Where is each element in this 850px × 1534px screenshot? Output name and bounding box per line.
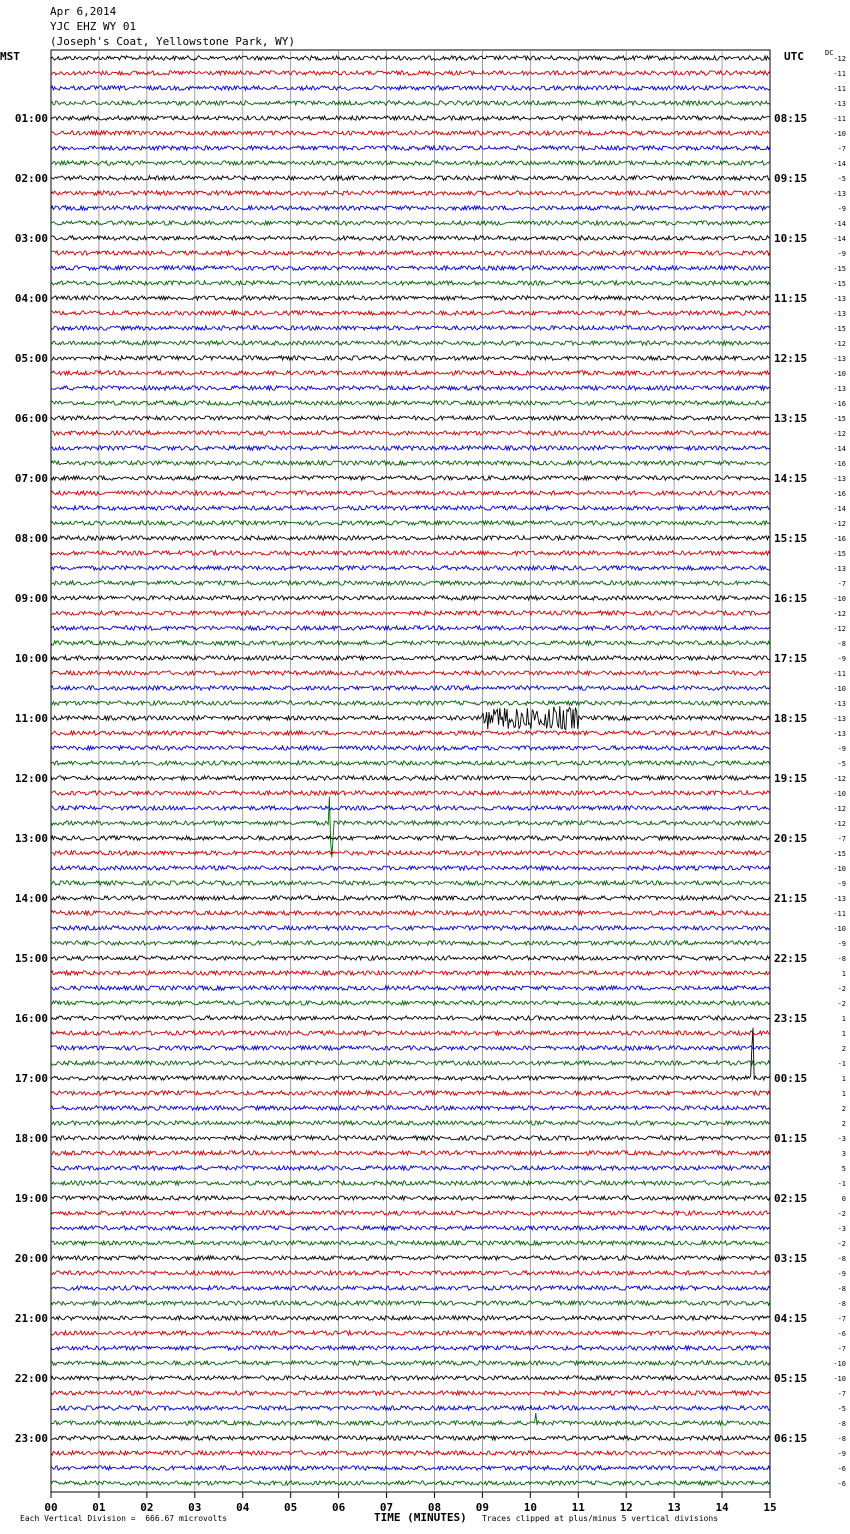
seismic-trace (51, 281, 770, 285)
right-hour-label: 09:15 (774, 172, 808, 185)
left-hour-label: 22:00 (14, 1372, 48, 1385)
right-hour-label: 19:15 (774, 772, 808, 785)
seismic-trace (51, 611, 770, 615)
dc-offset-label: -13 (833, 100, 846, 108)
header-date: Apr 6,2014 (50, 5, 117, 18)
dc-offset-label: -11 (833, 115, 846, 123)
dc-offset-label: -10 (833, 685, 846, 693)
x-tick-label: 14 (715, 1501, 729, 1514)
right-hour-label: 20:15 (774, 832, 808, 845)
dc-offset-label: -11 (833, 70, 846, 78)
dc-offset-label: -14 (833, 235, 846, 243)
dc-offset-label: -5 (837, 760, 846, 768)
dc-offset-label: -14 (833, 220, 846, 228)
seismic-trace (51, 1451, 770, 1455)
seismic-trace (51, 731, 770, 735)
right-hour-label: 02:15 (774, 1192, 808, 1205)
dc-offset-label: -12 (833, 520, 846, 528)
seismic-trace (51, 461, 770, 465)
seismic-trace (51, 1271, 770, 1275)
dc-offset-label: -16 (833, 400, 846, 408)
seismic-trace (51, 296, 770, 300)
dc-offset-label: -13 (833, 355, 846, 363)
seismic-trace (51, 626, 770, 630)
dc-offset-label: -7 (837, 1345, 846, 1353)
seismic-trace (51, 791, 770, 795)
seismic-trace (51, 1466, 770, 1470)
dc-offset-label: -12 (833, 340, 846, 348)
right-hour-label: 23:15 (774, 1012, 808, 1025)
x-tick-label: 01 (92, 1501, 106, 1514)
x-tick-label: 05 (284, 1501, 298, 1514)
seismic-trace (51, 206, 770, 210)
seismic-trace (51, 566, 770, 570)
seismic-trace (51, 1346, 770, 1350)
x-tick-label: 04 (236, 1501, 250, 1514)
seismic-trace (51, 371, 770, 375)
dc-offset-label: -12 (833, 775, 846, 783)
seismic-trace (51, 1376, 770, 1380)
left-hour-label: 10:00 (14, 652, 48, 665)
dc-offset-label: 1 (841, 1030, 846, 1038)
seismic-trace (51, 806, 770, 810)
dc-offset-label: -13 (833, 895, 846, 903)
dc-label: DC (825, 49, 834, 57)
left-hour-label: 16:00 (14, 1012, 48, 1025)
dc-offset-label: -13 (833, 730, 846, 738)
dc-offset-label: -10 (833, 1360, 846, 1368)
left-hour-label: 15:00 (14, 952, 48, 965)
dc-offset-label: -3 (837, 1135, 846, 1143)
seismic-trace (51, 746, 770, 750)
seismic-trace (51, 1226, 770, 1230)
left-hour-label: 17:00 (14, 1072, 48, 1085)
seismic-trace (51, 926, 770, 930)
dc-offset-label: -7 (837, 145, 846, 153)
dc-offset-label: 2 (841, 1105, 846, 1113)
dc-offset-label: 1 (841, 1075, 846, 1083)
dc-offset-label: -8 (837, 1435, 846, 1443)
dc-offset-label: 1 (841, 970, 846, 978)
dc-offset-label: 2 (841, 1045, 846, 1053)
seismic-trace (51, 1166, 770, 1170)
x-tick-label: 06 (331, 1501, 346, 1514)
dc-offset-label: -10 (833, 790, 846, 798)
right-hour-label: 06:15 (774, 1432, 808, 1445)
dc-offset-label: -10 (833, 865, 846, 873)
right-hour-label: 10:15 (774, 232, 808, 245)
seismic-trace (51, 1211, 770, 1215)
seismic-trace (51, 1301, 770, 1305)
dc-offset-label: -7 (837, 1315, 846, 1323)
dc-offset-label: -13 (833, 190, 846, 198)
right-hour-label: 22:15 (774, 952, 808, 965)
right-hour-label: 16:15 (774, 592, 808, 605)
seismic-trace (51, 1256, 770, 1260)
right-hour-label: 18:15 (774, 712, 808, 725)
left-hour-label: 09:00 (14, 592, 48, 605)
left-hour-label: 07:00 (14, 472, 48, 485)
dc-offset-label: -12 (833, 55, 846, 63)
dc-offset-label: -7 (837, 835, 846, 843)
seismic-trace (51, 266, 770, 270)
dc-offset-label: -12 (833, 625, 846, 633)
dc-offset-label: -15 (833, 325, 846, 333)
seismic-trace (51, 1121, 770, 1125)
dc-offset-label: -6 (837, 1330, 846, 1338)
dc-offset-label: -10 (833, 130, 846, 138)
dc-offset-label: -13 (833, 385, 846, 393)
seismic-trace (51, 1391, 770, 1395)
seismic-trace (51, 656, 770, 660)
x-tick-label: 00 (44, 1501, 58, 1514)
left-hour-label: 13:00 (14, 832, 48, 845)
dc-offset-label: -8 (837, 1285, 846, 1293)
x-tick-label: 03 (188, 1501, 202, 1514)
right-hour-label: 13:15 (774, 412, 808, 425)
seismic-trace (51, 1361, 770, 1365)
seismic-trace (51, 1181, 770, 1185)
x-tick-label: 10 (523, 1501, 537, 1514)
dc-offset-label: -5 (837, 175, 846, 183)
dc-offset-label: -14 (833, 445, 846, 453)
dc-offset-label: -8 (837, 1255, 846, 1263)
seismic-trace (51, 956, 770, 960)
dc-offset-label: -2 (837, 985, 846, 993)
dc-offset-label: -12 (833, 610, 846, 618)
dc-offset-label: -9 (837, 745, 846, 753)
seismic-trace (51, 686, 770, 690)
dc-offset-label: -9 (837, 880, 846, 888)
seismic-trace (51, 401, 770, 405)
seismic-trace (51, 236, 770, 240)
seismic-trace (51, 1061, 770, 1065)
seismic-trace (51, 836, 770, 840)
dc-offset-label: -13 (833, 295, 846, 303)
seismic-trace (51, 521, 770, 525)
dc-offset-label: -15 (833, 850, 846, 858)
dc-offset-label: -1 (837, 1060, 846, 1068)
dc-offset-label: 2 (841, 1120, 846, 1128)
seismic-trace (51, 191, 770, 195)
dc-offset-label: -15 (833, 550, 846, 558)
seismic-trace (51, 341, 770, 345)
dc-offset-label: -2 (837, 1000, 846, 1008)
seismic-trace (51, 866, 770, 870)
dc-offset-label: -13 (833, 565, 846, 573)
dc-offset-label: -2 (837, 1210, 846, 1218)
seismic-trace (51, 776, 770, 780)
dc-offset-label: 1 (841, 1090, 846, 1098)
dc-offset-label: -14 (833, 505, 846, 513)
seismic-trace (51, 851, 770, 855)
seismic-trace (51, 446, 770, 450)
seismic-trace (51, 896, 770, 900)
seismic-trace (51, 1151, 770, 1155)
right-hour-label: 00:15 (774, 1072, 808, 1085)
seismic-trace (51, 641, 770, 645)
right-hour-label: 14:15 (774, 472, 808, 485)
x-tick-label: 09 (475, 1501, 490, 1514)
dc-offset-label: -9 (837, 1270, 846, 1278)
dc-offset-label: -16 (833, 460, 846, 468)
left-hour-label: 19:00 (14, 1192, 48, 1205)
seismic-trace (51, 56, 770, 60)
dc-offset-label: -3 (837, 1225, 846, 1233)
seismic-trace (51, 101, 770, 105)
dc-offset-label: -6 (837, 1465, 846, 1473)
right-hour-label: 04:15 (774, 1312, 808, 1325)
dc-offset-label: -13 (833, 475, 846, 483)
right-hour-label: 11:15 (774, 292, 808, 305)
dc-offset-label: -16 (833, 535, 846, 543)
seismic-trace (51, 386, 770, 390)
left-hour-label: 02:00 (14, 172, 48, 185)
seismic-trace (51, 326, 770, 330)
seismic-trace (51, 491, 770, 495)
seismic-trace (51, 1286, 770, 1290)
dc-offset-label: -10 (833, 595, 846, 603)
seismic-trace (51, 671, 770, 675)
seismic-trace (51, 1481, 770, 1485)
right-axis-label: UTC (784, 50, 804, 63)
dc-offset-label: -11 (833, 910, 846, 918)
left-hour-label: 01:00 (14, 112, 48, 125)
seismic-trace (51, 1028, 770, 1080)
dc-offset-label: -9 (837, 250, 846, 258)
seismic-trace (51, 1413, 770, 1425)
dc-offset-label: -8 (837, 955, 846, 963)
right-hour-label: 15:15 (774, 532, 808, 545)
seismic-trace (51, 1316, 770, 1320)
x-tick-label: 13 (667, 1501, 681, 1514)
seismic-trace (51, 881, 770, 885)
dc-offset-label: -13 (833, 310, 846, 318)
clipping-note: Traces clipped at plus/minus 5 vertical divisions (482, 1514, 719, 1523)
right-hour-label: 17:15 (774, 652, 808, 665)
x-axis-title: TIME (MINUTES) (374, 1511, 467, 1524)
seismic-trace (51, 1091, 770, 1095)
right-hour-label: 05:15 (774, 1372, 808, 1385)
right-hour-label: 12:15 (774, 352, 808, 365)
seismic-trace (51, 1016, 770, 1020)
right-hour-label: 01:15 (774, 1132, 808, 1145)
seismic-trace (51, 911, 770, 915)
seismic-trace (51, 581, 770, 585)
x-tick-label: 11 (571, 1501, 585, 1514)
left-hour-label: 14:00 (14, 892, 48, 905)
left-hour-label: 18:00 (14, 1132, 48, 1145)
header-station: YJC EHZ WY 01 (50, 20, 137, 33)
dc-offset-label: 1 (841, 1015, 846, 1023)
seismic-trace (51, 1046, 770, 1050)
dc-offset-label: -8 (837, 1420, 846, 1428)
dc-offset-label: -8 (837, 1300, 846, 1308)
seismic-trace (51, 596, 770, 600)
dc-offset-label: -11 (833, 670, 846, 678)
seismic-trace (51, 761, 770, 765)
right-hour-label: 21:15 (774, 892, 808, 905)
dc-offset-label: -10 (833, 1375, 846, 1383)
dc-offset-label: -7 (837, 1390, 846, 1398)
left-hour-label: 11:00 (14, 712, 48, 725)
seismic-trace (51, 146, 770, 150)
right-hour-label: 03:15 (774, 1252, 808, 1265)
dc-offset-label: -9 (837, 205, 846, 213)
left-hour-label: 03:00 (14, 232, 48, 245)
seismic-trace (51, 551, 770, 555)
seismic-trace (51, 1406, 770, 1410)
x-tick-label: 15 (763, 1501, 777, 1514)
left-hour-label: 04:00 (14, 292, 48, 305)
dc-offset-label: -16 (833, 490, 846, 498)
dc-offset-label: -15 (833, 280, 846, 288)
header-location: (Joseph's Coat, Yellowstone Park, WY) (50, 35, 296, 48)
seismic-trace (51, 161, 770, 165)
left-hour-label: 05:00 (14, 352, 48, 365)
seismic-trace (51, 986, 770, 990)
seismic-trace (51, 1331, 770, 1335)
dc-offset-label: -15 (833, 265, 846, 273)
left-hour-label: 08:00 (14, 532, 48, 545)
seismic-trace (51, 416, 770, 420)
dc-offset-label: -2 (837, 1240, 846, 1248)
dc-offset-label: -11 (833, 85, 846, 93)
dc-offset-label: -13 (833, 715, 846, 723)
dc-offset-label: -15 (833, 415, 846, 423)
seismic-trace (51, 1001, 770, 1005)
seismic-trace (51, 1106, 770, 1110)
dc-offset-label: 3 (841, 1150, 846, 1158)
seismic-trace (51, 1241, 770, 1245)
x-tick-label: 07 (379, 1501, 394, 1514)
dc-offset-label: -10 (833, 370, 846, 378)
dc-offset-label: -14 (833, 160, 846, 168)
left-hour-label: 20:00 (14, 1252, 48, 1265)
dc-offset-label: 5 (841, 1165, 846, 1173)
seismic-trace (51, 311, 770, 315)
seismic-trace (51, 1136, 770, 1140)
dc-offset-label: -9 (837, 655, 846, 663)
seismic-trace (51, 221, 770, 225)
seismic-trace (51, 1436, 770, 1440)
seismic-trace (51, 431, 770, 435)
seismic-trace (51, 971, 770, 975)
dc-offset-label: -12 (833, 430, 846, 438)
plot-frame (51, 50, 770, 1492)
dc-offset-label: -13 (833, 700, 846, 708)
x-tick-label: 08 (427, 1501, 442, 1514)
dc-offset-label: -1 (837, 1180, 846, 1188)
left-hour-label: 23:00 (14, 1432, 48, 1445)
seismic-trace (51, 1196, 770, 1200)
seismic-trace (51, 706, 770, 729)
seismic-trace (51, 476, 770, 480)
seismic-trace (51, 86, 770, 90)
seismic-trace (51, 356, 770, 360)
x-tick-label: 12 (619, 1501, 633, 1514)
left-hour-label: 21:00 (14, 1312, 48, 1325)
left-hour-label: 06:00 (14, 412, 48, 425)
seismic-trace (51, 116, 770, 120)
dc-offset-label: 0 (841, 1195, 846, 1203)
dc-offset-label: -6 (837, 1480, 846, 1488)
seismic-trace (51, 1031, 770, 1035)
dc-offset-label: -9 (837, 1450, 846, 1458)
seismic-trace (51, 701, 770, 705)
dc-offset-label: -12 (833, 805, 846, 813)
left-axis-label: MST (0, 50, 20, 63)
dc-offset-label: -9 (837, 940, 846, 948)
seismic-trace (51, 251, 770, 255)
dc-offset-label: -7 (837, 580, 846, 588)
vertical-division-note: Each Vertical Division = 666.67 microvolts (20, 1514, 228, 1523)
seismic-trace (51, 506, 770, 510)
x-tick-label: 02 (140, 1501, 154, 1514)
seismic-trace (51, 71, 770, 75)
seismic-trace (51, 131, 770, 135)
seismic-trace (51, 941, 770, 945)
left-hour-label: 12:00 (14, 772, 48, 785)
dc-offset-label: -5 (837, 1405, 846, 1413)
dc-offset-label: -12 (833, 820, 846, 828)
right-hour-label: 08:15 (774, 112, 808, 125)
dc-offset-label: -10 (833, 925, 846, 933)
seismic-trace (51, 536, 770, 540)
seismic-trace (51, 176, 770, 180)
dc-offset-label: -8 (837, 640, 846, 648)
